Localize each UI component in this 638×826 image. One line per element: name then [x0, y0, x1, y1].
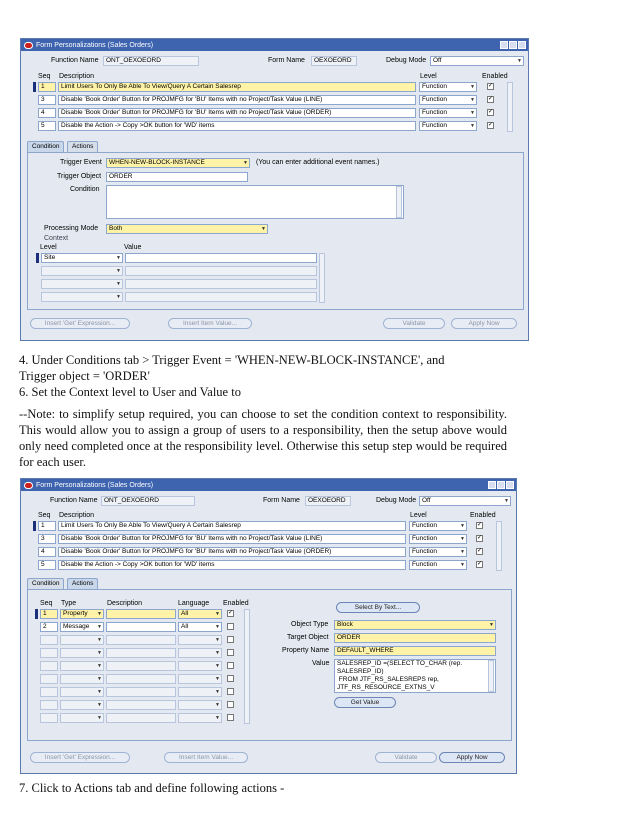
- chevron-down-icon: ▼: [460, 536, 465, 542]
- target-object-label: Target Object: [287, 634, 329, 641]
- a-col-seq: Seq: [40, 600, 53, 607]
- debug-mode-label: Debug Mode: [386, 57, 427, 64]
- value-line: JTF_RS_RESOURCE_EXTNS_V: [337, 684, 435, 691]
- row-desc[interactable]: Disable the Action -> Copy >OK button for 'WD' items: [58, 560, 406, 570]
- row-enabled-checkbox[interactable]: ✓: [477, 561, 483, 567]
- ctx-value-field[interactable]: [125, 266, 317, 276]
- insert-item-value-button[interactable]: Insert Item Value...: [168, 318, 252, 329]
- row-enabled-checkbox[interactable]: ✓: [488, 96, 494, 102]
- chevron-down-icon: ▼: [97, 624, 102, 630]
- col-enabled: Enabled: [482, 73, 508, 80]
- action-type[interactable]: Message ▼: [60, 622, 104, 632]
- action-desc[interactable]: [106, 648, 176, 658]
- insert-get-expression-button[interactable]: Insert 'Get' Expression...: [30, 752, 130, 763]
- ctx-value-field[interactable]: [125, 292, 317, 302]
- action-desc[interactable]: [106, 700, 176, 710]
- action-language[interactable]: ▼: [178, 635, 222, 645]
- action-desc[interactable]: [106, 622, 176, 632]
- col-enabled: Enabled: [470, 512, 496, 519]
- context-label: Context: [44, 235, 69, 242]
- row-desc[interactable]: Disable 'Book Order' Button for PROJMFG for 'BU' Items with no Project/Task Value (LINE): [58, 534, 406, 544]
- select-by-text-button[interactable]: Select By Text...: [336, 602, 420, 613]
- chevron-down-icon: ▼: [517, 58, 522, 64]
- row-seq[interactable]: 1: [38, 82, 56, 92]
- condition-scrollbar[interactable]: [396, 186, 402, 218]
- tab-condition[interactable]: Condition: [27, 578, 64, 589]
- action-seq[interactable]: [40, 700, 58, 710]
- value-line: SALESREP_ID): [337, 668, 384, 675]
- row-seq[interactable]: 5: [38, 560, 56, 570]
- title-bar: [21, 479, 516, 491]
- action-row-selector: [35, 609, 38, 619]
- action-seq[interactable]: [40, 648, 58, 658]
- chevron-down-icon: ▼: [489, 622, 494, 628]
- action-seq[interactable]: [40, 687, 58, 697]
- row-seq[interactable]: 4: [38, 108, 56, 118]
- action-enabled-checkbox[interactable]: [227, 636, 234, 643]
- value-label: Value: [312, 660, 330, 667]
- actions-pane: [27, 589, 512, 741]
- action-desc[interactable]: [106, 661, 176, 671]
- row-desc[interactable]: Limit Users To Only Be Able To View/Query A Certain Salesrep: [58, 521, 406, 531]
- chevron-down-icon: ▼: [243, 160, 248, 166]
- row-level[interactable]: Function ▼: [419, 108, 477, 118]
- action-enabled-checkbox[interactable]: [227, 701, 234, 708]
- action-enabled-checkbox[interactable]: [227, 623, 234, 630]
- a-col-enabled: Enabled: [223, 600, 249, 607]
- ctx-value-header: Value: [124, 244, 142, 251]
- chevron-down-icon: ▼: [470, 123, 475, 129]
- row-selector: [33, 521, 36, 531]
- form-name-field[interactable]: OEXOEORD: [305, 496, 351, 506]
- row-seq[interactable]: 1: [38, 521, 56, 531]
- row-desc[interactable]: Disable 'Book Order' Button for PROJMFG for 'BU' Items with no Project/Task Value (ORDER): [58, 108, 416, 118]
- oracle-logo-icon: [24, 482, 33, 489]
- window-title: Form Personalizations (Sales Orders): [36, 481, 154, 489]
- form-name-field[interactable]: OEXOEORD: [311, 56, 357, 66]
- ctx-scrollbar[interactable]: [319, 253, 325, 303]
- action-enabled-checkbox[interactable]: [227, 714, 234, 721]
- action-seq[interactable]: 1: [40, 609, 58, 619]
- row-seq[interactable]: 3: [38, 534, 56, 544]
- action-enabled-checkbox[interactable]: [227, 662, 234, 669]
- chevron-down-icon: ▼: [470, 97, 475, 103]
- action-seq[interactable]: [40, 674, 58, 684]
- a-col-desc: Description: [107, 600, 143, 607]
- ctx-value-field[interactable]: [125, 279, 317, 289]
- instruction-step-4-line1: 4. Under Conditions tab > Trigger Event = 'WHEN-NEW-BLOCK-INSTANCE', and: [19, 353, 445, 367]
- row-enabled-checkbox[interactable]: ✓: [477, 522, 483, 528]
- row-level[interactable]: Function ▼: [409, 521, 467, 531]
- ctx-level-select[interactable]: ▼: [41, 292, 123, 302]
- action-desc[interactable]: [106, 635, 176, 645]
- insert-get-expression-button[interactable]: Insert 'Get' Expression...: [30, 318, 130, 329]
- action-enabled-checkbox[interactable]: [227, 688, 234, 695]
- debug-mode-select[interactable]: Off ▼: [419, 496, 511, 506]
- trigger-object-field[interactable]: ORDER: [106, 172, 248, 182]
- action-type[interactable]: ▼: [60, 687, 104, 697]
- instruction-step-7: 7. Click to Actions tab and define following actions -: [19, 781, 285, 795]
- instruction-step-4: [19, 352, 619, 384]
- ctx-level-header: Level: [40, 244, 57, 251]
- minimize-icon[interactable]: [488, 481, 496, 489]
- get-value-button[interactable]: Get Value: [334, 697, 396, 708]
- function-name-field[interactable]: ONT_OEXOEORD: [101, 496, 195, 506]
- function-name-field[interactable]: ONT_OEXOEORD: [103, 56, 199, 66]
- row-level[interactable]: Function ▼: [409, 534, 467, 544]
- row-enabled-checkbox[interactable]: ✓: [488, 122, 494, 128]
- action-type[interactable]: ▼: [60, 661, 104, 671]
- chevron-down-icon: ▼: [215, 624, 220, 630]
- row-level[interactable]: Function ▼: [419, 121, 477, 131]
- instruction-note: --Note: to simplify setup required, you can choose to set the condition context to responsibility. This would allow you to assign a group of users to a responsibility, then the setup above would only need completed once at the responsibility level. Otherwise this setup step would be required for each user.: [19, 407, 507, 469]
- close-icon[interactable]: [518, 41, 526, 49]
- row-seq[interactable]: 5: [38, 121, 56, 131]
- rows-scrollbar[interactable]: [496, 521, 502, 571]
- oracle-logo-icon: [24, 42, 33, 49]
- form-name-label: Form Name: [263, 497, 300, 504]
- chevron-down-icon: ▼: [215, 611, 220, 617]
- col-desc: Description: [59, 512, 95, 519]
- row-level[interactable]: Function ▼: [419, 82, 477, 92]
- object-type-select[interactable]: Block ▼: [334, 620, 496, 630]
- tab-condition[interactable]: Condition: [27, 141, 64, 152]
- action-language[interactable]: ▼: [178, 713, 222, 723]
- actions-scrollbar[interactable]: [244, 609, 250, 724]
- form-personalizations-window-1: [20, 38, 529, 341]
- chevron-down-icon: ▼: [460, 562, 465, 568]
- col-level: Level: [420, 73, 437, 80]
- row-seq[interactable]: 4: [38, 547, 56, 557]
- apply-now-button[interactable]: Apply Now: [451, 318, 517, 329]
- debug-mode-label: Debug Mode: [376, 497, 417, 504]
- property-name-label: Property Name: [282, 647, 330, 654]
- row-enabled-checkbox[interactable]: ✓: [477, 548, 483, 554]
- chevron-down-icon: ▼: [460, 523, 465, 529]
- col-seq: Seq: [38, 512, 51, 519]
- tab-actions[interactable]: Actions: [67, 141, 98, 152]
- minimize-icon[interactable]: [500, 41, 508, 49]
- chevron-down-icon: ▼: [470, 110, 475, 116]
- chevron-down-icon: ▼: [97, 611, 102, 617]
- row-desc[interactable]: Limit Users To Only Be Able To View/Query A Certain Salesrep: [58, 82, 416, 92]
- row-level[interactable]: Function ▼: [409, 560, 467, 570]
- instruction-step-6: 6. Set the Context level to User and Value to: [19, 385, 241, 399]
- form-name-label: Form Name: [268, 57, 305, 64]
- action-seq[interactable]: [40, 635, 58, 645]
- action-type[interactable]: Property ▼: [60, 609, 104, 619]
- action-language[interactable]: ▼: [178, 674, 222, 684]
- row-enabled-checkbox[interactable]: ✓: [477, 535, 483, 541]
- action-desc[interactable]: [106, 687, 176, 697]
- action-type[interactable]: ▼: [60, 648, 104, 658]
- action-language[interactable]: ▼: [178, 648, 222, 658]
- condition-textarea[interactable]: [106, 185, 404, 219]
- processing-mode-select[interactable]: Both ▼: [106, 224, 268, 234]
- property-name-field[interactable]: DEFAULT_WHERE: [334, 646, 496, 656]
- maximize-icon[interactable]: [509, 41, 517, 49]
- action-desc[interactable]: [106, 674, 176, 684]
- trigger-object-label: Trigger Object: [57, 173, 102, 180]
- action-language[interactable]: ▼: [178, 700, 222, 710]
- rows-scrollbar[interactable]: [507, 82, 513, 132]
- chevron-down-icon: ▼: [261, 226, 266, 232]
- insert-item-value-button[interactable]: Insert Item Value...: [164, 752, 248, 763]
- target-object-field[interactable]: ORDER: [334, 633, 496, 643]
- row-level[interactable]: Function ▼: [409, 547, 467, 557]
- function-name-label: Function Name: [51, 57, 99, 64]
- action-type[interactable]: ▼: [60, 713, 104, 723]
- col-desc: Description: [59, 73, 95, 80]
- action-seq[interactable]: [40, 713, 58, 723]
- ctx-level-select[interactable]: Site ▼: [41, 253, 123, 263]
- col-seq: Seq: [38, 73, 51, 80]
- ctx-level-select[interactable]: ▼: [41, 266, 123, 276]
- action-language[interactable]: ▼: [178, 661, 222, 671]
- processing-mode-label: Processing Mode: [44, 225, 99, 232]
- row-desc[interactable]: Disable 'Book Order' Button for PROJMFG for 'BU' Items with no Project/Task Value (LINE): [58, 95, 416, 105]
- title-bar: [21, 39, 528, 51]
- ctx-level-select[interactable]: ▼: [41, 279, 123, 289]
- action-type[interactable]: ▼: [60, 674, 104, 684]
- window-title: Form Personalizations (Sales Orders): [36, 41, 154, 49]
- tab-actions[interactable]: Actions: [67, 578, 98, 589]
- validate-button[interactable]: Validate: [375, 752, 437, 763]
- a-col-type: Type: [61, 600, 77, 607]
- row-enabled-checkbox[interactable]: ✓: [488, 83, 494, 89]
- row-desc[interactable]: Disable 'Book Order' Button for PROJMFG for 'BU' Items with no Project/Task Value (ORDER): [58, 547, 406, 557]
- ctx-value-field[interactable]: [125, 253, 317, 263]
- ctx-row-selector: [36, 253, 39, 263]
- apply-now-button[interactable]: Apply Now: [439, 752, 505, 763]
- row-selector: [33, 82, 36, 92]
- trigger-event-select[interactable]: WHEN-NEW-BLOCK-INSTANCE ▼: [106, 158, 250, 168]
- a-col-lang: Language: [178, 600, 210, 607]
- value-line: SALESREP_ID =(SELECT TO_CHAR (rep.: [337, 660, 463, 667]
- chevron-down-icon: ▼: [116, 255, 121, 261]
- condition-label: Condition: [70, 186, 100, 193]
- action-enabled-checkbox[interactable]: [227, 649, 234, 656]
- validate-button[interactable]: Validate: [383, 318, 445, 329]
- action-type[interactable]: ▼: [60, 635, 104, 645]
- maximize-icon[interactable]: [497, 481, 505, 489]
- value-textarea[interactable]: [334, 659, 496, 693]
- action-language[interactable]: All ▼: [178, 622, 222, 632]
- action-language[interactable]: All ▼: [178, 609, 222, 619]
- chevron-down-icon: ▼: [470, 84, 475, 90]
- action-enabled-checkbox[interactable]: ✓: [228, 610, 234, 616]
- value-line: FROM JTF_RS_SALESREPS rep,: [337, 676, 439, 683]
- action-seq[interactable]: [40, 661, 58, 671]
- row-enabled-checkbox[interactable]: ✓: [488, 109, 494, 115]
- row-level[interactable]: Function ▼: [419, 95, 477, 105]
- trigger-event-label: Trigger Event: [60, 159, 102, 166]
- instruction-step-4-line2: Trigger object = 'ORDER': [19, 369, 150, 383]
- row-desc[interactable]: Disable the Action -> Copy >OK button for 'WD' items: [58, 121, 416, 131]
- condition-pane: [27, 152, 524, 310]
- close-icon[interactable]: [506, 481, 514, 489]
- trigger-hint: (You can enter additional event names.): [256, 159, 380, 166]
- value-scrollbar[interactable]: [488, 660, 494, 692]
- row-seq[interactable]: 3: [38, 95, 56, 105]
- col-level: Level: [410, 512, 427, 519]
- action-type[interactable]: ▼: [60, 700, 104, 710]
- chevron-down-icon: ▼: [460, 549, 465, 555]
- action-language[interactable]: ▼: [178, 687, 222, 697]
- action-desc[interactable]: [106, 713, 176, 723]
- object-type-label: Object Type: [291, 621, 329, 628]
- chevron-down-icon: ▼: [504, 498, 509, 504]
- action-desc[interactable]: [106, 609, 176, 619]
- form-personalizations-window-2: [20, 478, 517, 774]
- debug-mode-select[interactable]: Off ▼: [430, 56, 524, 66]
- action-enabled-checkbox[interactable]: [227, 675, 234, 682]
- function-name-label: Function Name: [50, 497, 98, 504]
- action-seq[interactable]: 2: [40, 622, 58, 632]
